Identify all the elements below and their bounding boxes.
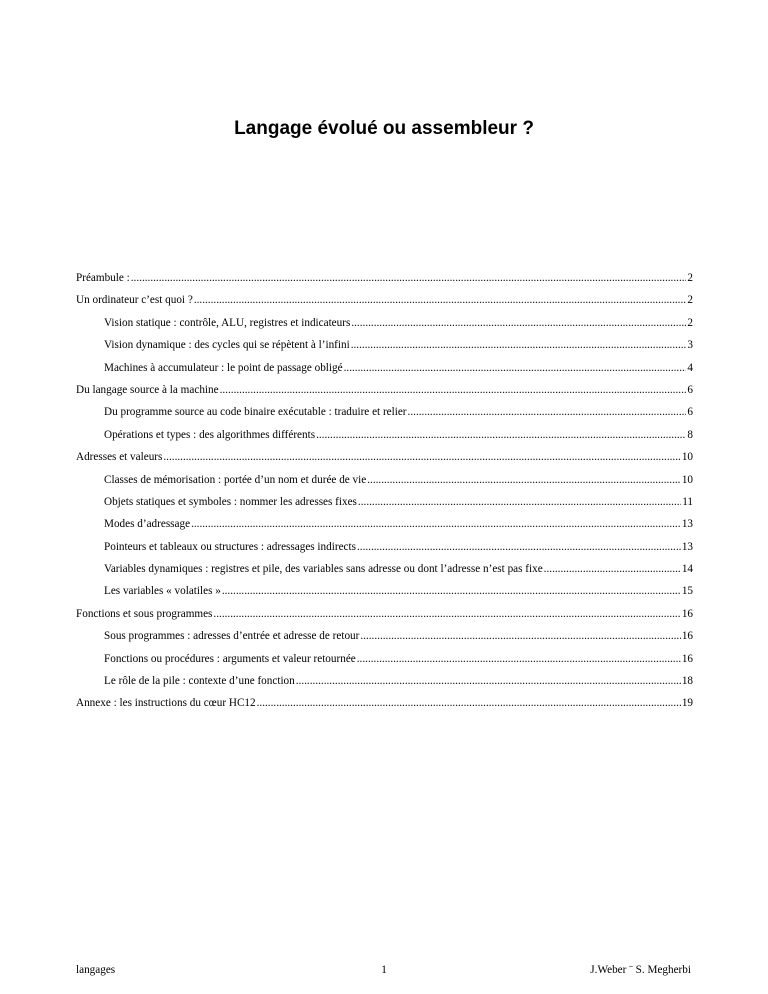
toc-entry[interactable] <box>76 608 693 630</box>
toc-entry-page: 14 <box>681 563 693 576</box>
toc-leader-dots <box>316 429 686 441</box>
toc-leader-dots <box>222 585 681 597</box>
toc-entry-page: 10 <box>681 473 693 486</box>
toc-entry[interactable] <box>76 362 693 384</box>
toc-entry-label: Fonctions et sous programmes <box>76 607 213 620</box>
toc-entry[interactable] <box>76 496 693 518</box>
toc-entry-page: 16 <box>681 652 693 665</box>
toc-entry[interactable] <box>76 294 693 316</box>
toc-entry[interactable] <box>76 272 693 294</box>
toc-leader-dots <box>357 541 681 553</box>
page-number: 1 <box>381 964 387 976</box>
toc-entry-label: Un ordinateur c’est quoi ? <box>76 294 193 307</box>
toc-entry-page: 6 <box>687 406 693 419</box>
toc-entry[interactable] <box>76 518 693 540</box>
toc-leader-dots <box>367 474 681 486</box>
toc-entry-page: 16 <box>681 630 693 643</box>
table-of-contents <box>76 272 693 720</box>
toc-entry[interactable] <box>76 585 693 607</box>
toc-entry-page: 13 <box>681 518 693 531</box>
toc-entry-label: Classes de mémorisation : portée d’un nom et durée de vie <box>104 473 367 486</box>
toc-entry[interactable] <box>76 429 693 451</box>
toc-leader-dots <box>131 272 687 284</box>
toc-entry-page: 11 <box>682 495 693 508</box>
toc-entry-label: Annexe : les instructions du cœur HC12 <box>76 697 256 710</box>
toc-entry-page: 15 <box>681 585 693 598</box>
toc-entry[interactable] <box>76 541 693 563</box>
toc-leader-dots <box>358 496 681 508</box>
toc-entry[interactable] <box>76 474 693 496</box>
toc-leader-dots <box>191 518 681 530</box>
toc-leader-dots <box>351 317 686 329</box>
toc-leader-dots <box>408 406 687 418</box>
toc-entry-label: Le rôle de la pile : contexte d’une fonction <box>104 675 295 688</box>
toc-entry-page: 6 <box>687 383 693 396</box>
toc-entry-label: Préambule : <box>76 272 130 284</box>
toc-leader-dots <box>357 653 681 665</box>
toc-leader-dots <box>257 697 681 709</box>
toc-entry[interactable] <box>76 339 693 361</box>
toc-leader-dots <box>163 451 680 463</box>
toc-entry-page: 4 <box>687 361 693 374</box>
toc-entry-page: 2 <box>687 316 693 329</box>
toc-entry-label: Du langage source à la machine <box>76 383 219 396</box>
toc-entry-label: Modes d’adressage <box>104 518 191 531</box>
toc-entry[interactable] <box>76 675 693 697</box>
toc-leader-dots <box>213 608 680 620</box>
toc-entry-page: 16 <box>681 607 693 620</box>
toc-entry-label: Vision statique : contrôle, ALU, registres et indicateurs <box>104 316 351 329</box>
toc-entry[interactable] <box>76 317 693 339</box>
toc-entry-label: Adresses et valeurs <box>76 451 163 464</box>
toc-entry-page: 8 <box>687 428 693 441</box>
toc-leader-dots <box>360 630 680 642</box>
toc-leader-dots <box>296 675 681 687</box>
document-title: Langage évolué ou assembleur ? <box>234 118 534 139</box>
toc-entry-label: Pointeurs et tableaux ou structures : adressages indirects <box>104 540 356 553</box>
toc-entry-page: 18 <box>681 675 693 688</box>
toc-leader-dots <box>344 362 687 374</box>
toc-entry[interactable] <box>76 630 693 652</box>
toc-entry-page: 2 <box>687 272 693 284</box>
toc-entry[interactable] <box>76 653 693 675</box>
toc-entry-label: Variables dynamiques : registres et pile, des variables sans adresse ou dont l’adresse n’est pas fixe <box>104 563 543 576</box>
toc-entry-page: 2 <box>687 294 693 307</box>
toc-entry-label: Objets statiques et symboles : nommer les adresses fixes <box>104 495 357 508</box>
toc-entry-page: 13 <box>681 540 693 553</box>
toc-entry[interactable] <box>76 563 693 585</box>
toc-entry-label: Fonctions ou procédures : arguments et valeur retournée <box>104 652 356 665</box>
toc-entry-page: 19 <box>681 697 693 710</box>
toc-entry-label: Opérations et types : des algorithmes différents <box>104 428 316 441</box>
toc-leader-dots <box>351 339 687 351</box>
toc-entry-label: Sous programmes : adresses d’entrée et adresse de retour <box>104 630 360 643</box>
toc-entry-label: Vision dynamique : des cycles qui se répètent à l’infini <box>104 339 350 352</box>
footer-left: langages <box>76 964 116 976</box>
toc-entry[interactable] <box>76 406 693 428</box>
footer-authors: J.Weber ¨ S. Megherbi <box>590 964 691 976</box>
toc-entry-page: 10 <box>681 451 693 464</box>
toc-leader-dots <box>544 563 681 575</box>
toc-entry[interactable] <box>76 697 693 719</box>
toc-entry-label: Machines à accumulateur : le point de passage obligé <box>104 361 343 374</box>
toc-entry-label: Du programme source au code binaire exécutable : traduire et relier <box>104 406 407 419</box>
toc-entry[interactable] <box>76 384 693 406</box>
toc-entry-page: 3 <box>687 339 693 352</box>
toc-leader-dots <box>220 384 687 396</box>
toc-entry[interactable] <box>76 451 693 473</box>
toc-entry-label: Les variables « volatiles » <box>104 585 221 598</box>
toc-leader-dots <box>194 294 687 306</box>
